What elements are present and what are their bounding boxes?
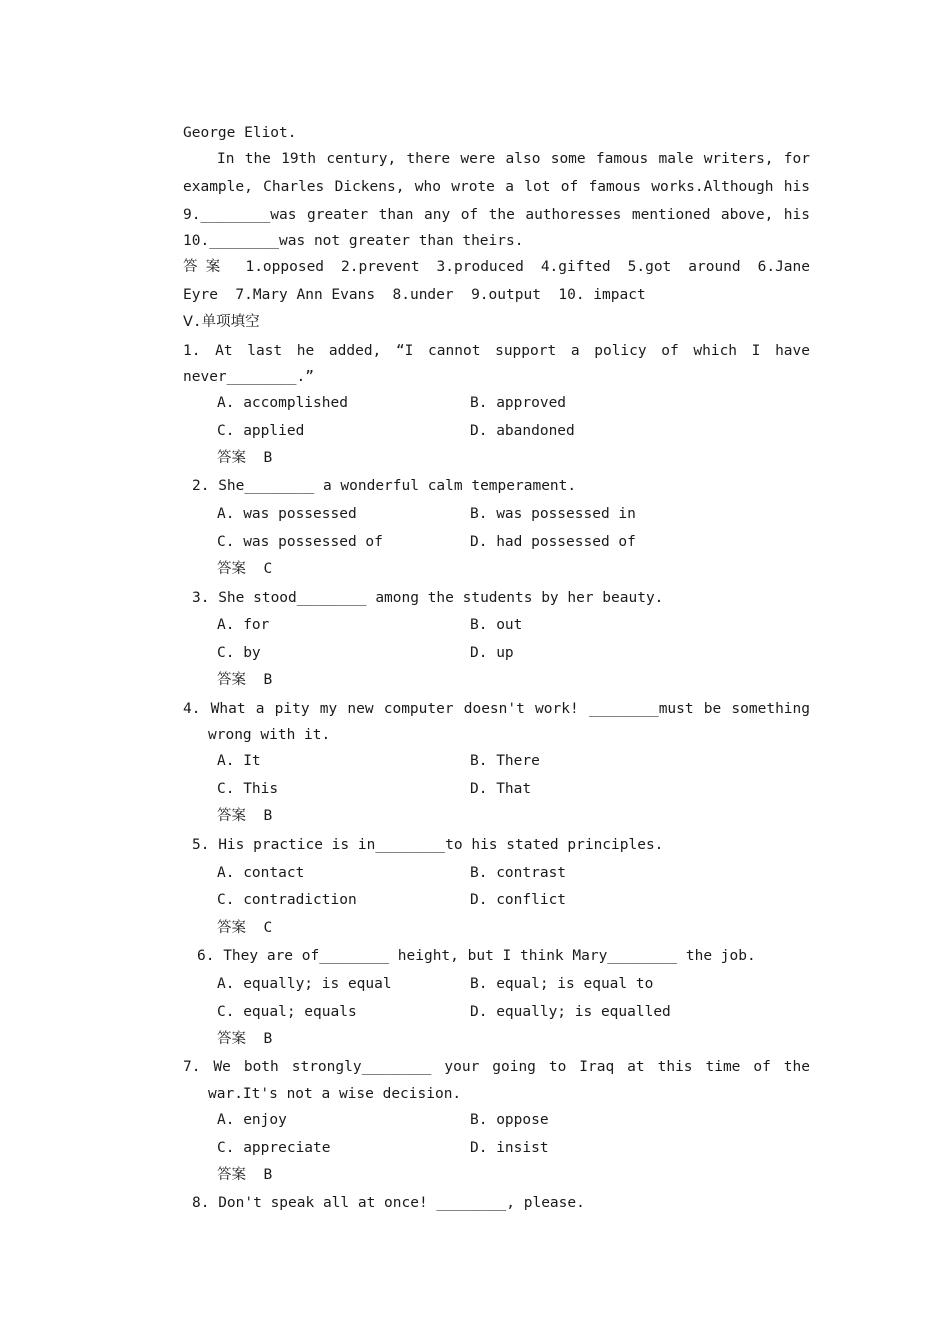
option-a: A. was possessed: [217, 506, 357, 522]
question-stem: 7. We both strongly________ your going to Iraq at this time of the: [183, 1059, 810, 1075]
answer-label: 答案 B: [217, 672, 273, 688]
option-a: A. It: [217, 753, 261, 769]
option-c: C. applied: [217, 423, 305, 439]
option-d: D. had possessed of: [470, 534, 636, 550]
question-stem: 8. Don't speak all at once! ________, please.: [192, 1195, 585, 1211]
option-a: A. equally; is equal: [217, 976, 392, 992]
option-a: A. accomplished: [217, 395, 348, 411]
passage-line: 10.________was not greater than theirs.: [183, 233, 524, 249]
option-b: B. oppose: [470, 1112, 549, 1128]
option-c: C. was possessed of: [217, 534, 383, 550]
passage-line: In the 19th century, there were also some famous male writers, for: [217, 151, 810, 167]
option-b: B. approved: [470, 395, 567, 411]
option-b: B. There: [470, 753, 540, 769]
question-stem: 1. At last he added, “I cannot support a policy of which I have: [183, 343, 810, 359]
answer-key-line: Eyre 7.Mary Ann Evans 8.under 9.output 10. impact: [183, 287, 646, 303]
question-stem: 6. They are of________ height, but I think Mary________ the job.: [197, 948, 756, 964]
option-a: A. for: [217, 617, 270, 633]
question-stem: 2. She________ a wonderful calm temperament.: [192, 478, 577, 494]
option-d: D. equally; is equalled: [470, 1004, 671, 1020]
option-c: C. This: [217, 781, 279, 797]
question-stem: wrong with it.: [208, 727, 331, 743]
question-stem: never________.”: [183, 369, 314, 385]
option-b: B. was possessed in: [470, 506, 636, 522]
answer-label: 答案 B: [217, 1167, 273, 1183]
option-d: D. conflict: [470, 892, 567, 908]
answer-key-line: 答案 1.opposed 2.prevent 3.produced 4.gifted 5.got around 6.Jane: [183, 259, 810, 275]
passage-line: 9.________was greater than any of the authoresses mentioned above, his: [183, 207, 810, 223]
option-a: A. contact: [217, 865, 305, 881]
option-a: A. enjoy: [217, 1112, 287, 1128]
option-d: D. That: [470, 781, 532, 797]
answer-label: 答案 B: [217, 1031, 273, 1047]
option-d: D. up: [470, 645, 514, 661]
answer-label: 答案 C: [217, 920, 273, 936]
option-b: B. out: [470, 617, 523, 633]
answer-label: 答案 C: [217, 561, 273, 577]
answer-label: 答案 B: [217, 808, 273, 824]
question-stem: 3. She stood________ among the students by her beauty.: [192, 590, 664, 606]
passage-line: George Eliot.: [183, 125, 297, 141]
option-d: D. insist: [470, 1140, 549, 1156]
question-stem: 4. What a pity my new computer doesn't work! ________must be something: [183, 701, 810, 717]
option-d: D. abandoned: [470, 423, 575, 439]
question-stem: 5. His practice is in________to his stated principles.: [192, 837, 664, 853]
option-b: B. equal; is equal to: [470, 976, 654, 992]
option-c: C. contradiction: [217, 892, 357, 908]
section-title: Ⅴ.单项填空: [183, 314, 260, 330]
option-c: C. appreciate: [217, 1140, 331, 1156]
question-stem: war.It's not a wise decision.: [208, 1086, 462, 1102]
option-b: B. contrast: [470, 865, 567, 881]
option-c: C. equal; equals: [217, 1004, 357, 1020]
option-c: C. by: [217, 645, 261, 661]
passage-line: example, Charles Dickens, who wrote a lot of famous works.Although his: [183, 179, 810, 195]
answer-label: 答案 B: [217, 450, 273, 466]
